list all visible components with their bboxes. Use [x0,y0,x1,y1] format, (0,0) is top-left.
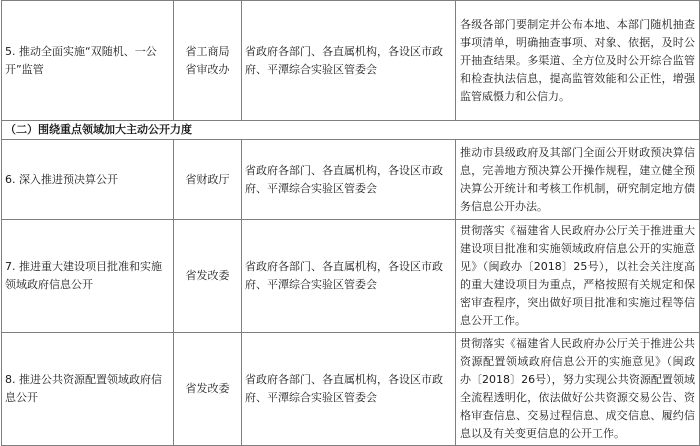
cooperating-units-cell: 省政府各部门、各直属机构，各设区市政府、平潭综合实验区管委会 [242,220,456,333]
lead-department-cell: 省财政厅 [174,140,242,220]
lead-department-cell: 省发改委 [174,220,242,333]
section-title: （二）围绕重点领域加大主动公开力度 [2,121,700,140]
lead-department-cell: 省工商局 省审改办 [174,1,242,121]
requirement-cell: 贯彻落实《福建省人民政府办公厅关于推进重大建设项目批准和实施领域政府信息公开的实施意见》（闽政办〔2018〕25号），以社会关注度高的重大建设项目为重点，严格按照有关规定和保密审查程序，突出做好项目批准和实施过程等信息公开工作。 [456,220,700,333]
table-row [2,140,700,220]
cooperating-units-cell: 省政府各部门、各直属机构，各设区市政府、平潭综合实验区管委会 [242,333,456,446]
requirement-cell: 推动市县级政府及其部门全面公开财政预决算信息，完善地方预决算公开操作规程，建立健全预决算公开统计和考核工作机制，研究制定地方债务信息公开办法。 [456,140,700,220]
cooperating-units-cell: 省政府各部门、各直属机构，各设区市政府、平潭综合实验区管委会 [242,140,456,220]
lead-department-cell: 省发改委 [174,333,242,446]
task-cell: 5. 推动全面实施“双随机、一公开”监管 [2,1,174,121]
task-cell: 7. 推进重大建设项目批准和实施领域政府信息公开 [2,220,174,333]
table-row [2,333,700,446]
task-cell: 8. 推进公共资源配置领域政府信息公开 [2,333,174,446]
requirement-cell: 贯彻落实《福建省人民政府办公厅关于推进公共资源配置领域政府信息公开的实施意见》（闽政办〔2018〕26号），努力实现公共资源配置领域全流程透明化，依法做好公共资源交易公告、资格审查信息、交易过程信息、成交信息、履约信息以及有关变更信息的公开工作。 [456,333,700,446]
task-cell: 6. 深入推进预决算公开 [2,140,174,220]
section-header-row [2,121,700,140]
table-row [2,220,700,333]
policy-task-table [1,0,700,446]
cooperating-units-cell: 省政府各部门、各直属机构，各设区市政府、平潭综合实验区管委会 [242,1,456,121]
table-row [2,1,700,121]
requirement-cell: 各级各部门要制定并公布本地、本部门随机抽查事项清单，明确抽查事项、对象、依据，及时公开抽查结果。多渠道、全方位及时公开综合监管和检查执法信息，提高监管效能和公正性，增强监管威慑力和公信力。 [456,1,700,121]
